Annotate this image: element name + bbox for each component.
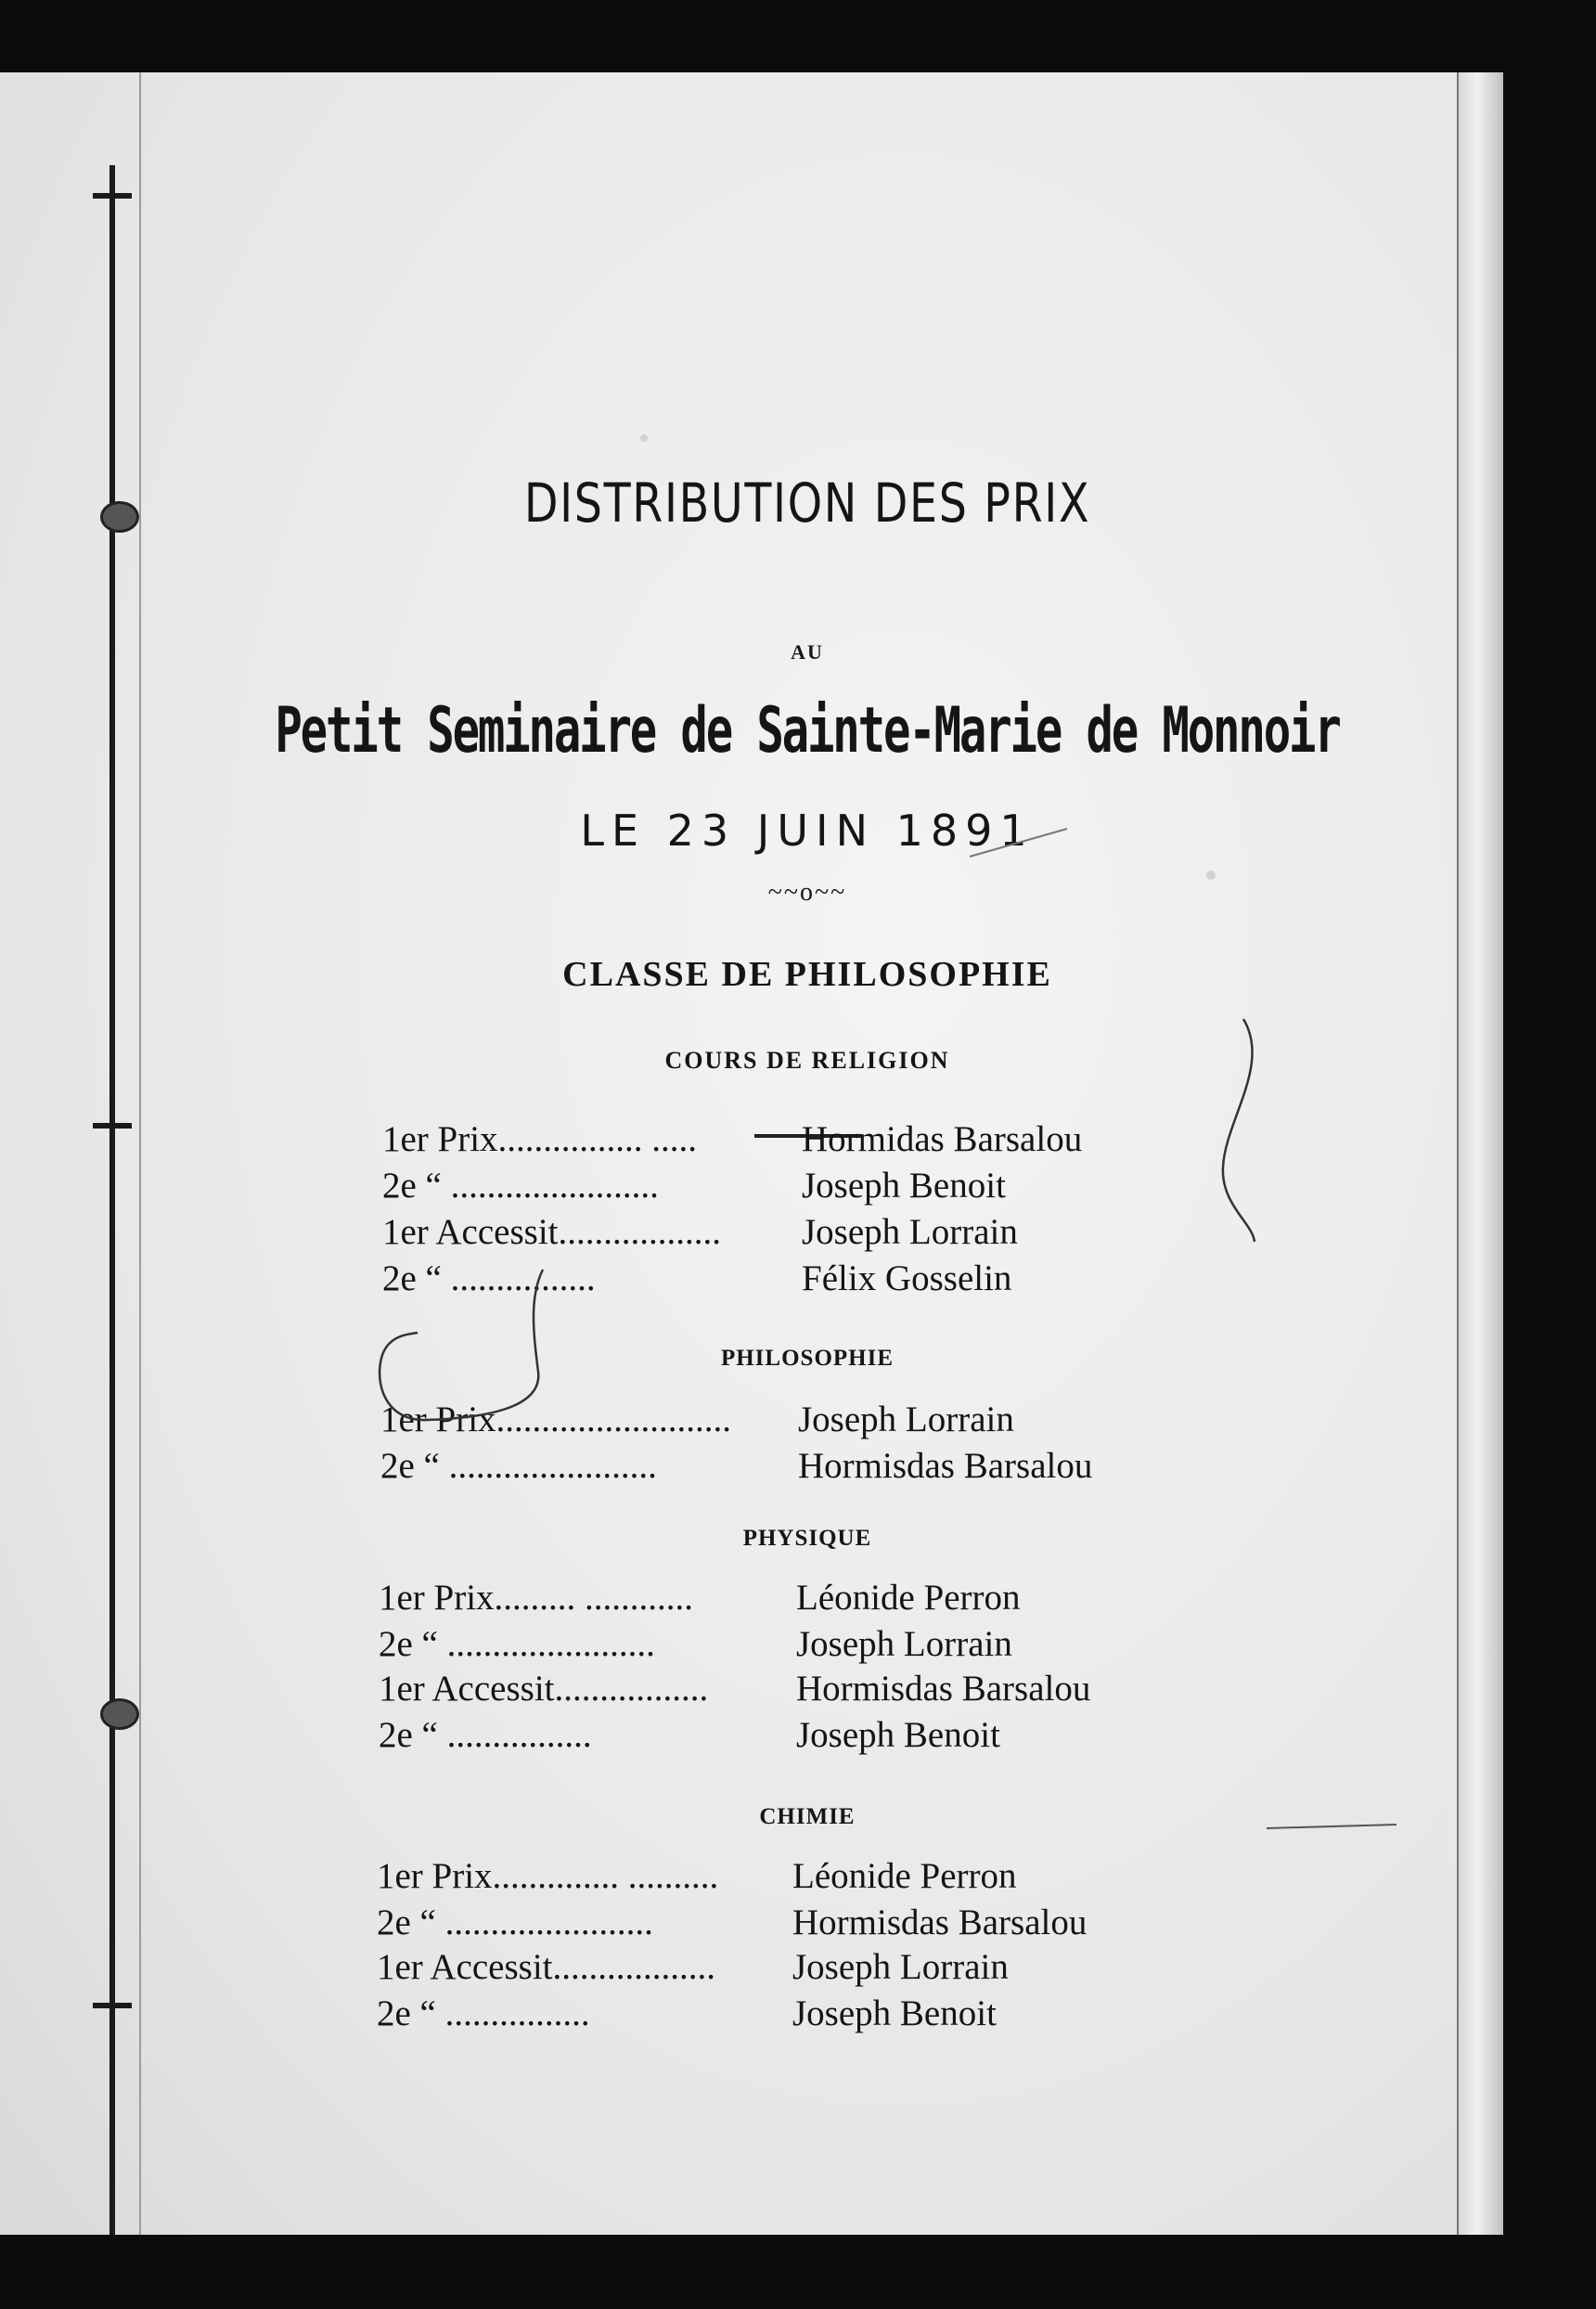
prize-rank: 1er Prix.......................... (380, 1400, 732, 1439)
student-name: Joseph Benoit (796, 1715, 1000, 1755)
ornament-divider: ~~o~~ (767, 878, 847, 907)
student-name: Félix Gosselin (802, 1258, 1012, 1298)
prize-rank: 2e “ ....................... (377, 1903, 653, 1942)
list-item (379, 1669, 1091, 1709)
student-name: Joseph Benoit (802, 1166, 1006, 1206)
pencil-mark (371, 1260, 575, 1492)
prize-rank: 1er Prix......... ............ (379, 1578, 694, 1618)
prize-rank: 2e “ ................ (379, 1715, 592, 1755)
prize-rank: 2e “ ....................... (382, 1166, 659, 1206)
binding-knot (100, 501, 139, 533)
list-item (379, 1715, 1000, 1755)
ink-speck (640, 434, 648, 442)
list-item (377, 1856, 1017, 1896)
school-name: Petit Seminaire de Sainte-Marie de Monnoir (275, 694, 1340, 768)
binding-tick (93, 2003, 132, 2008)
list-item (382, 1119, 1083, 1159)
student-name: Hormisdas Barsalou (792, 1903, 1088, 1942)
prize-rank: 2e “ ................ (382, 1258, 596, 1298)
student-name: Hormisdas Barsalou (796, 1669, 1091, 1709)
pencil-mark (965, 824, 1076, 861)
prize-rank: 2e “ ................ (377, 1993, 590, 2033)
student-name: Joseph Benoit (792, 1993, 997, 2033)
class-heading: CLASSE DE PHILOSOPHIE (562, 955, 1052, 994)
prize-rank: 2e “ ....................... (379, 1624, 655, 1664)
prize-rank: 1er Prix.............. .......... (377, 1856, 719, 1896)
binding-tick (93, 193, 132, 199)
binding-tick (93, 1123, 132, 1129)
section-title-religion: COURS DE RELIGION (664, 1047, 950, 1074)
student-name: Joseph Lorrain (798, 1400, 1014, 1439)
student-name: Léonide Perron (796, 1578, 1021, 1618)
pencil-mark (1262, 1817, 1401, 1836)
student-name: Joseph Lorrain (792, 1947, 1009, 1987)
list-item (377, 1947, 1009, 1987)
student-name: Joseph Lorrain (796, 1624, 1012, 1664)
prize-rank: 1er Accessit................. (379, 1669, 709, 1709)
prize-rank: 2e “ ....................... (380, 1446, 657, 1486)
event-date: LE 23 JUIN 1891 (580, 806, 1035, 856)
prize-rank: 1er Accessit.................. (377, 1947, 716, 1987)
document-page (0, 72, 1503, 2235)
page-right-edge (1457, 72, 1503, 2235)
section-title-philosophie: PHILOSOPHIE (720, 1346, 895, 1371)
student-name: Léonide Perron (792, 1856, 1017, 1896)
document-au: AU (791, 640, 824, 664)
section-title-chimie: CHIMIE (759, 1804, 856, 1829)
student-name: Hormidas Barsalou (802, 1119, 1083, 1159)
list-item (377, 1993, 997, 2033)
page-fold-line (139, 72, 141, 2235)
document-title: DISTRIBUTION DES PRIX (523, 471, 1091, 535)
list-item (382, 1166, 1006, 1206)
list-item (382, 1212, 1018, 1252)
pencil-mark (1206, 1010, 1281, 1251)
prize-rank: 1er Accessit.................. (382, 1212, 722, 1252)
section-title-physique: PHYSIQUE (742, 1526, 872, 1551)
list-item (377, 1903, 1088, 1942)
student-name: Hormisdas Barsalou (798, 1446, 1093, 1486)
prize-rank: 1er Prix................ ..... (382, 1119, 698, 1159)
binding-knot (100, 1698, 139, 1730)
binding-thread (109, 165, 115, 2235)
list-item (379, 1578, 1021, 1618)
list-item (379, 1624, 1012, 1664)
student-name: Joseph Lorrain (802, 1212, 1018, 1252)
